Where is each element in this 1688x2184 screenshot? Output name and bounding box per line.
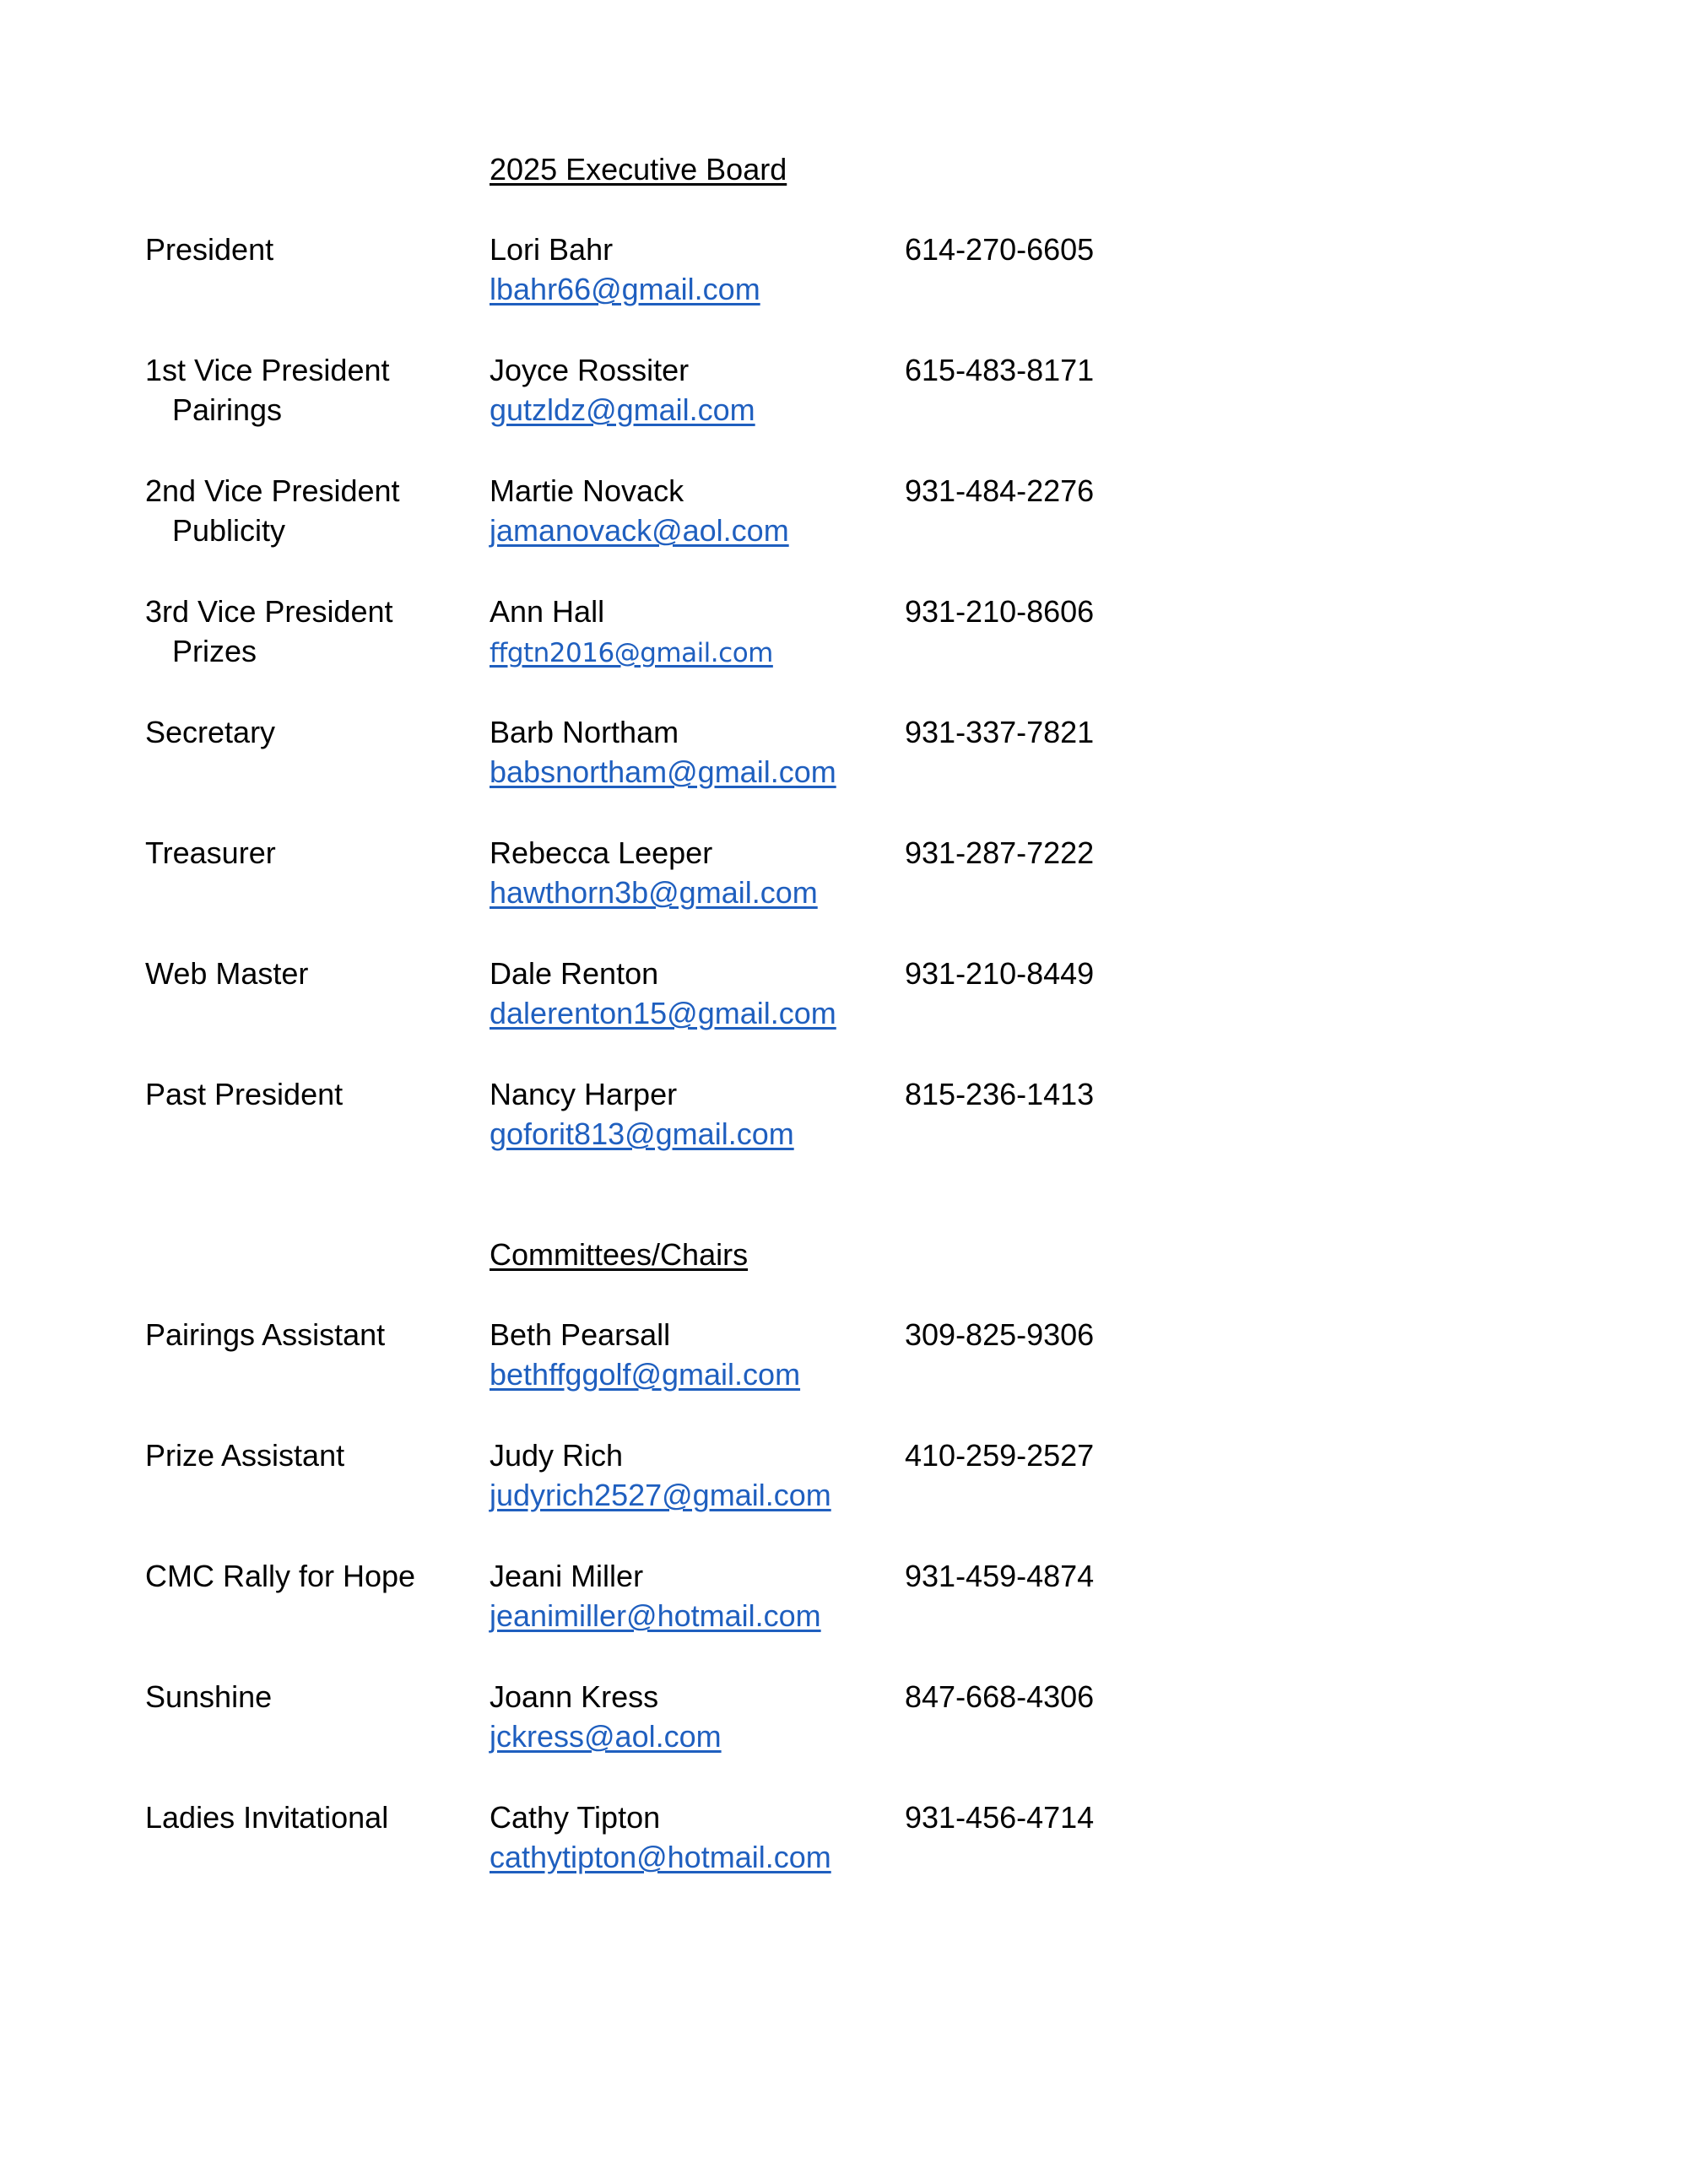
member-email-link[interactable]: jeanimiller@hotmail.com bbox=[490, 1598, 821, 1633]
member-role bbox=[145, 712, 483, 752]
committees-heading: Committees/Chairs bbox=[490, 1237, 749, 1272]
member-name: Barb Northam bbox=[490, 715, 679, 749]
member-entry bbox=[0, 1074, 1688, 1159]
committee-entry bbox=[0, 1556, 1688, 1641]
member-contact bbox=[490, 954, 895, 1033]
committee-entry bbox=[0, 1797, 1688, 1882]
member-name: Joyce Rossiter bbox=[490, 353, 690, 387]
member-phone: 410-259-2527 bbox=[905, 1438, 1095, 1473]
role-title: Web Master bbox=[145, 956, 309, 991]
member-phone: 931-210-8606 bbox=[905, 594, 1095, 629]
role-title: Ladies Invitational bbox=[145, 1800, 389, 1835]
member-contact bbox=[490, 471, 895, 550]
member-role bbox=[145, 833, 483, 873]
role-subtitle: Publicity bbox=[172, 513, 286, 548]
member-phone: 931-210-8449 bbox=[905, 956, 1095, 991]
member-contact bbox=[490, 230, 895, 309]
role-title: President bbox=[145, 232, 274, 267]
committee-role bbox=[145, 1315, 483, 1354]
member-email-link[interactable]: hawthorn3b@gmail.com bbox=[490, 875, 818, 910]
member-email-link[interactable]: dalerenton15@gmail.com bbox=[490, 996, 836, 1030]
member-phone: 847-668-4306 bbox=[905, 1679, 1095, 1714]
member-role bbox=[145, 592, 483, 671]
member-contact bbox=[490, 1435, 895, 1515]
committee-entry bbox=[0, 1315, 1688, 1399]
member-name: Rebecca Leeper bbox=[490, 835, 713, 870]
member-contact bbox=[490, 712, 895, 792]
committee-role bbox=[145, 1435, 483, 1475]
member-contact bbox=[490, 1556, 895, 1635]
member-contact bbox=[490, 350, 895, 430]
member-entry bbox=[0, 230, 1688, 314]
role-subtitle: Pairings bbox=[172, 392, 283, 427]
committee-role bbox=[145, 1556, 483, 1596]
role-subtitle: Prizes bbox=[172, 634, 257, 668]
role-title: CMC Rally for Hope bbox=[145, 1559, 416, 1593]
role-title: 1st Vice President bbox=[145, 353, 390, 387]
member-name: Nancy Harper bbox=[490, 1077, 678, 1111]
member-entry bbox=[0, 954, 1688, 1038]
member-entry bbox=[0, 712, 1688, 797]
member-contact bbox=[490, 1677, 895, 1756]
member-contact bbox=[490, 1797, 895, 1877]
member-name: Cathy Tipton bbox=[490, 1800, 661, 1835]
member-phone: 931-456-4714 bbox=[905, 1800, 1095, 1835]
member-email-link[interactable]: babsnortham@gmail.com bbox=[490, 754, 836, 789]
member-email-link[interactable]: bethffggolf@gmail.com bbox=[490, 1357, 801, 1392]
member-email-link[interactable]: jamanovack@aol.com bbox=[490, 513, 789, 548]
committee-entry bbox=[0, 1677, 1688, 1761]
member-email-link[interactable]: judyrich2527@gmail.com bbox=[490, 1478, 831, 1512]
member-phone: 615-483-8171 bbox=[905, 353, 1095, 387]
member-phone: 309-825-9306 bbox=[905, 1317, 1095, 1352]
role-title: Secretary bbox=[145, 715, 276, 749]
member-email-link[interactable]: goforit813@gmail.com bbox=[490, 1116, 794, 1151]
member-name: Martie Novack bbox=[490, 473, 684, 508]
member-name: Jeani Miller bbox=[490, 1559, 644, 1593]
member-email-link[interactable]: cathytipton@hotmail.com bbox=[490, 1840, 831, 1874]
member-phone: 931-337-7821 bbox=[905, 715, 1095, 749]
committee-entry bbox=[0, 1435, 1688, 1520]
member-phone: 815-236-1413 bbox=[905, 1077, 1095, 1111]
member-name: Dale Renton bbox=[490, 956, 659, 991]
member-email-link[interactable]: jckress@aol.com bbox=[490, 1719, 722, 1754]
committee-role bbox=[145, 1677, 483, 1716]
member-role bbox=[145, 350, 483, 430]
member-contact bbox=[490, 1315, 895, 1394]
role-title: Pairings Assistant bbox=[145, 1317, 386, 1352]
committee-role bbox=[145, 1797, 483, 1837]
role-title: Past President bbox=[145, 1077, 344, 1111]
executive-board-heading: 2025 Executive Board bbox=[490, 152, 787, 187]
member-phone: 931-287-7222 bbox=[905, 835, 1095, 870]
member-name: Lori Bahr bbox=[490, 232, 614, 267]
member-phone: 931-459-4874 bbox=[905, 1559, 1095, 1593]
member-entry bbox=[0, 592, 1688, 676]
member-role bbox=[145, 471, 483, 550]
member-contact bbox=[490, 1074, 895, 1154]
role-title: 3rd Vice President bbox=[145, 594, 393, 629]
member-role bbox=[145, 954, 483, 993]
member-phone: 614-270-6605 bbox=[905, 232, 1095, 267]
member-name: Beth Pearsall bbox=[490, 1317, 671, 1352]
member-entry bbox=[0, 471, 1688, 555]
member-phone: 931-484-2276 bbox=[905, 473, 1095, 508]
member-email-link[interactable]: lbahr66@gmail.com bbox=[490, 272, 760, 306]
member-contact bbox=[490, 833, 895, 912]
member-role bbox=[145, 1074, 483, 1114]
member-entry bbox=[0, 833, 1688, 917]
member-entry bbox=[0, 350, 1688, 435]
member-contact bbox=[490, 592, 895, 673]
member-name: Judy Rich bbox=[490, 1438, 624, 1473]
member-name: Ann Hall bbox=[490, 594, 605, 629]
member-name: Joann Kress bbox=[490, 1679, 659, 1714]
member-email-link[interactable]: gutzldz@gmail.com bbox=[490, 392, 755, 427]
role-title: 2nd Vice President bbox=[145, 473, 400, 508]
member-email-link[interactable]: ffgtn2016@gmail.com bbox=[490, 638, 773, 668]
role-title: Treasurer bbox=[145, 835, 276, 870]
role-title: Prize Assistant bbox=[145, 1438, 345, 1473]
member-role bbox=[145, 230, 483, 269]
role-title: Sunshine bbox=[145, 1679, 273, 1714]
